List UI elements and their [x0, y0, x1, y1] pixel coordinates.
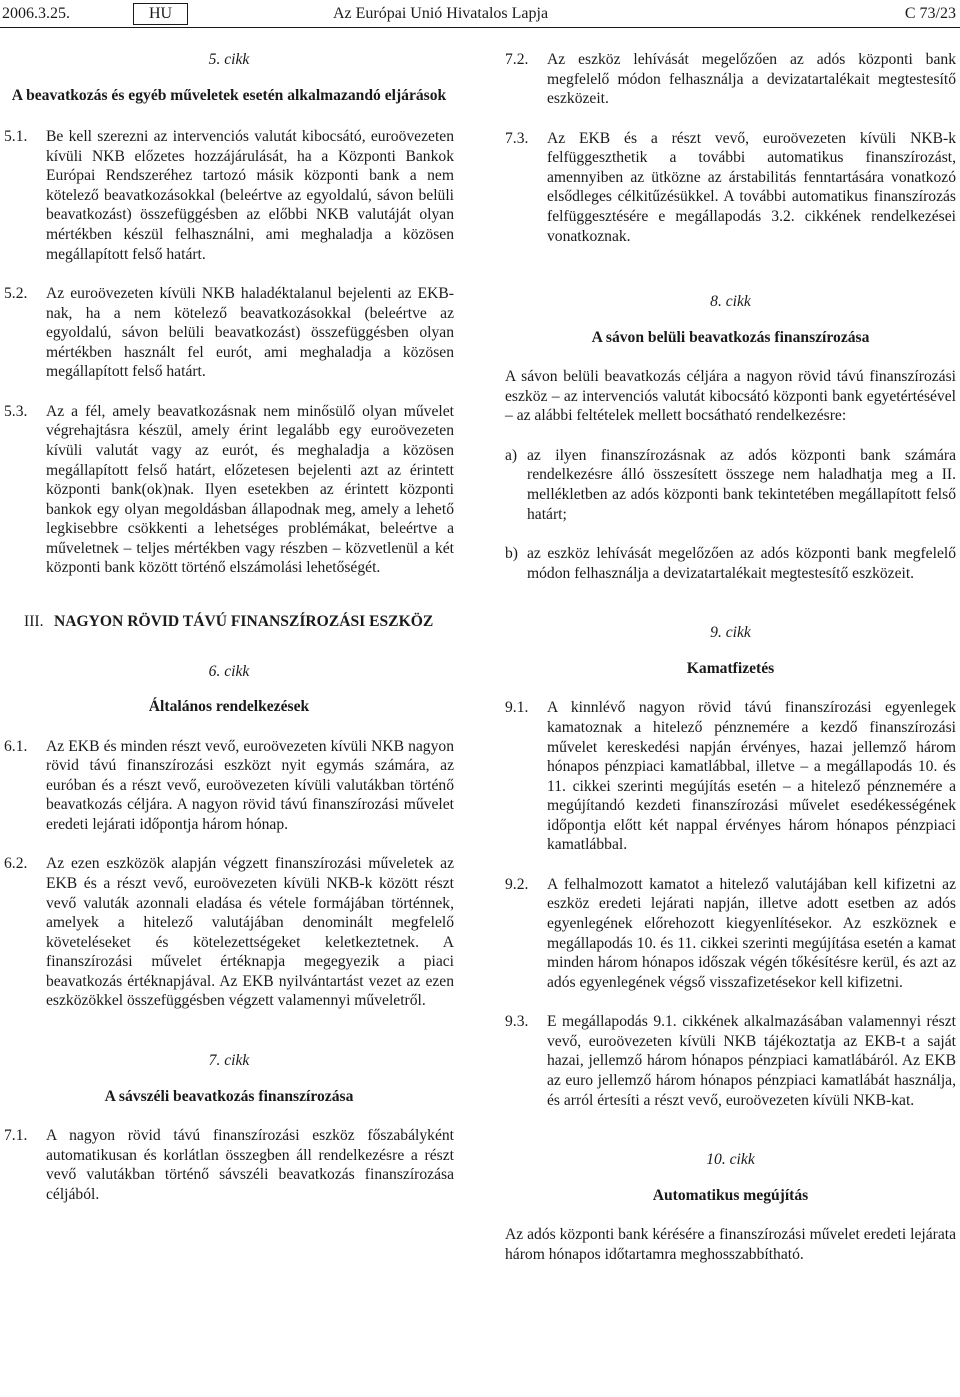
paragraph-text: Az a fél, amely beavatkozásnak nem minősülő olyan művelet végrehajtásra készül, amely érint legalább egy euroövezeten kívüli valutát vagy az eurót, és meghaladja a közösen megállapított felső határt, előzetesen bejelenti azt az érintett központi bank(ok)nak. Ilyen esetekben az érintett központi bankok egy olyan megoldásban állapodnak meg, amely a lehető legkisebbre csökkenti a lehetséges problémákat, beleértve a műveletnek – teljes mértékben vagy részben – közvetlenül a két központi bank között történő elszámolási lehetőségét. [46, 402, 454, 577]
paragraph-7-3 [505, 129, 956, 246]
right-column [505, 50, 956, 1284]
paragraph-text: Az euroövezeten kívüli NKB haladéktalanul bejelenti az EKB-nak, ha a nem kötelező beavatkozásokkal (beleértve az egyoldalú, sávon belüli beavatkozást) összefüggésben olyan mértékben használt fel eurót, ami meghaladja a közösen megállapított felső határt. [46, 285, 454, 381]
paragraph-number: 7.2. [505, 51, 529, 68]
article-7-number: 7. cikk [208, 1051, 250, 1069]
header-rule [0, 27, 960, 28]
list-item-b [505, 544, 956, 583]
paragraph-number: 7.3. [505, 129, 529, 147]
paragraph-text: E megállapodás 9.1. cikkének alkalmazásában valamennyi részt vevő, euroövezeten kívüli NKB tájékoztatja az EKB-t a saját hazai, jellemző három hónapos pénzpiaci kamatlábáról. Az EKB az euro jellemző három hónapos pénzpiaci kamatlábát használja, és arról értesíti a részt vevő, euroövezeten kívüli NKB-kat. [547, 1013, 956, 1109]
list-text: az eszköz lehívását megelőzően az adós központi bank megfelelő módon felhasználja a devizatartalékait megtestesítő eszközeit. [527, 545, 956, 582]
article-10-text: Az adós központi bank kérésére a finanszírozási művelet eredeti lejárata három hónapos időtartamra meghosszabbítható. [505, 1226, 956, 1263]
article-9-number: 9. cikk [710, 624, 751, 642]
header-date: 2006.3.25. [2, 5, 70, 22]
paragraph-6-1 [4, 737, 454, 835]
paragraph-number: 6.2. [4, 855, 28, 873]
article-10-title: Automatikus megújítás [652, 1186, 809, 1204]
paragraph-6-2 [4, 854, 454, 1011]
list-label: b) [505, 545, 518, 563]
paragraph-text: A kinnlévő nagyon rövid távú finanszírozási egyenlegek kamatoznak a hitelező pénznemére a kezdő finanszírozási művelet kereskedési napján érvényes, hazai jellemző három hónapos pénzpiaci kamatlábbal, illetve – a megállapodás 10. és 11. cikkei szerinti megújítás esetén – a hitelező pénznemére a megújítandó kezdeti finanszírozási művelet esedékességének időpontja előtt két nappal érvényes három hónapos pénzpiaci kamatlábbal. [547, 699, 956, 854]
list-label: a) [505, 446, 518, 464]
paragraph-text: Az EKB és a részt vevő, euroövezeten kívüli NKB-k felfüggeszthetik a további automatikus finanszírozást, amennyiben az ütközne az árstabilitás fenntartására vonatkozó elsődleges célkitűzésükkel. A további automatikus finanszírozás felfüggesztésére e megállapodás 3.2. cikkének rendelkezései vonatkoznak. [547, 129, 956, 245]
paragraph-text: Az EKB és minden részt vevő, euroövezeten kívüli NKB nagyon rövid távú finanszírozási eszközt nyit egymás számára, az euróban és a részt vevő, euroövezeten kívüli valutákban történő beavatkozás céljára. A nagyon rövid távú finanszírozási művelet eredeti lejárati időpontja három hónap. [46, 737, 454, 833]
paragraph-number: 7.1. [4, 1127, 28, 1145]
section-title: NAGYON RÖVID TÁVÚ FINANSZÍROZÁSI ESZKÖZ [54, 612, 434, 630]
section-number: III. [24, 612, 44, 630]
left-column [4, 50, 454, 1224]
paragraph-9-3 [505, 1012, 956, 1110]
paragraph-7-2 [505, 50, 956, 109]
article-6-title: Általános rendelkezések [148, 698, 310, 716]
paragraph-5-3 [4, 402, 454, 578]
article-9-title: Kamatfizetés [686, 659, 775, 677]
article-5-title: A beavatkozás és egyéb műveletek esetén alkalmazandó eljárások [11, 86, 447, 104]
paragraph-number: 9.3. [505, 1013, 529, 1031]
page-header [0, 2, 960, 26]
paragraph-text: Az ezen eszközök alapján végzett finanszírozási műveletek az EKB és a részt vevő, euroövezeten kívüli NKB-k között részt vevő valuták azonnali eladása és vétele formájában történnek, amelyek a hitelező valutájában denominált megfelelő követeléseket és kötelezettségeket keletkeztetnek. A finanszírozási művelet értéknapja megegyezik a piaci beavatkozás értéknapjával. Az EKB nyilvántartást vezet az ezen eszközökkel összefüggésben végzett valamennyi műveletről. [46, 855, 454, 1010]
paragraph-text: Az eszköz lehívását megelőzően az adós központi bank megfelelő módon felhasználja a devizatartalékait megtestesítő eszközeit. [547, 51, 956, 108]
article-8-title: A sávon belüli beavatkozás finanszírozása [591, 328, 870, 346]
paragraph-number: 9.1. [505, 699, 529, 717]
list-item-a [505, 446, 956, 524]
article-8-intro: A sávon belüli beavatkozás céljára a nagyon rövid távú finanszírozási eszköz – az intervenciós valutát kibocsátó központi bank egyetértésével – az alábbi feltételek mellett bocsátható rendelkezésre: [505, 368, 956, 425]
paragraph-7-1 [4, 1126, 454, 1204]
paragraph-9-2 [505, 875, 956, 992]
paragraph-text: A felhalmozott kamatot a hitelező valutájában kell kifizetni az eszköz eredeti lejárati napján, illetve adott esetben az adós egyenlegének előrehozott kiegyenlítésekor. Az eszköznek e megállapodás 10. és 11. cikkei szerinti megújítása esetén a kamat minden három hónapos időszak végén tőkésítésre kerül, és azt az adós egyenlegének végső visszafizetésekor kell kifizetni. [547, 875, 956, 991]
paragraph-number: 6.1. [4, 737, 28, 755]
article-10-number: 10. cikk [706, 1151, 755, 1169]
paragraph-number: 9.2. [505, 875, 529, 893]
paragraph-9-1 [505, 698, 956, 855]
paragraph-number: 5.3. [4, 402, 28, 420]
paragraph-text: A nagyon rövid távú finanszírozási eszköz főszabályként automatikusan és korlátlan összegben áll rendelkezésre a részt vevő valutákban történő sávszéli beavatkozás finanszírozása céljából. [46, 1127, 454, 1203]
article-5-number: 5. cikk [208, 51, 250, 68]
article-7-title: A sávszéli beavatkozás finanszírozása [104, 1087, 354, 1105]
article-8-number: 8. cikk [710, 293, 751, 311]
paragraph-text: Be kell szerezni az intervenciós valutát kibocsátó, euroövezeten kívüli NKB előzetes hozzájárulását, ha a Központi Bankok Európai Rendszeréhez tartozó másik központi bank a nem kötelező beavatkozásokkal (beleértve az egyoldalú, sávon belüli beavatkozást) összefüggésben az előbbi NKB valutáját olyan mértékben készül felhasználni, ami meghaladja a közösen megállapított felső határt. [46, 128, 454, 263]
paragraph-number: 5.1. [4, 128, 28, 146]
paragraph-5-1 [4, 127, 454, 264]
paragraph-number: 5.2. [4, 285, 28, 303]
header-journal-title: Az Európai Unió Hivatalos Lapja [333, 5, 549, 22]
list-text: az ilyen finanszírozásnak az adós központi bank számára rendelkezésre álló összesített összege nem haladhatja meg a II. mellékletben az adós központi bank tekintetében megállapított felső határt; [527, 446, 956, 523]
header-page-ref: C 73/23 [904, 5, 956, 22]
paragraph-5-2 [4, 284, 454, 382]
section-heading [4, 612, 454, 632]
header-language-box: HU [133, 3, 188, 25]
article-6-number: 6. cikk [208, 662, 250, 680]
